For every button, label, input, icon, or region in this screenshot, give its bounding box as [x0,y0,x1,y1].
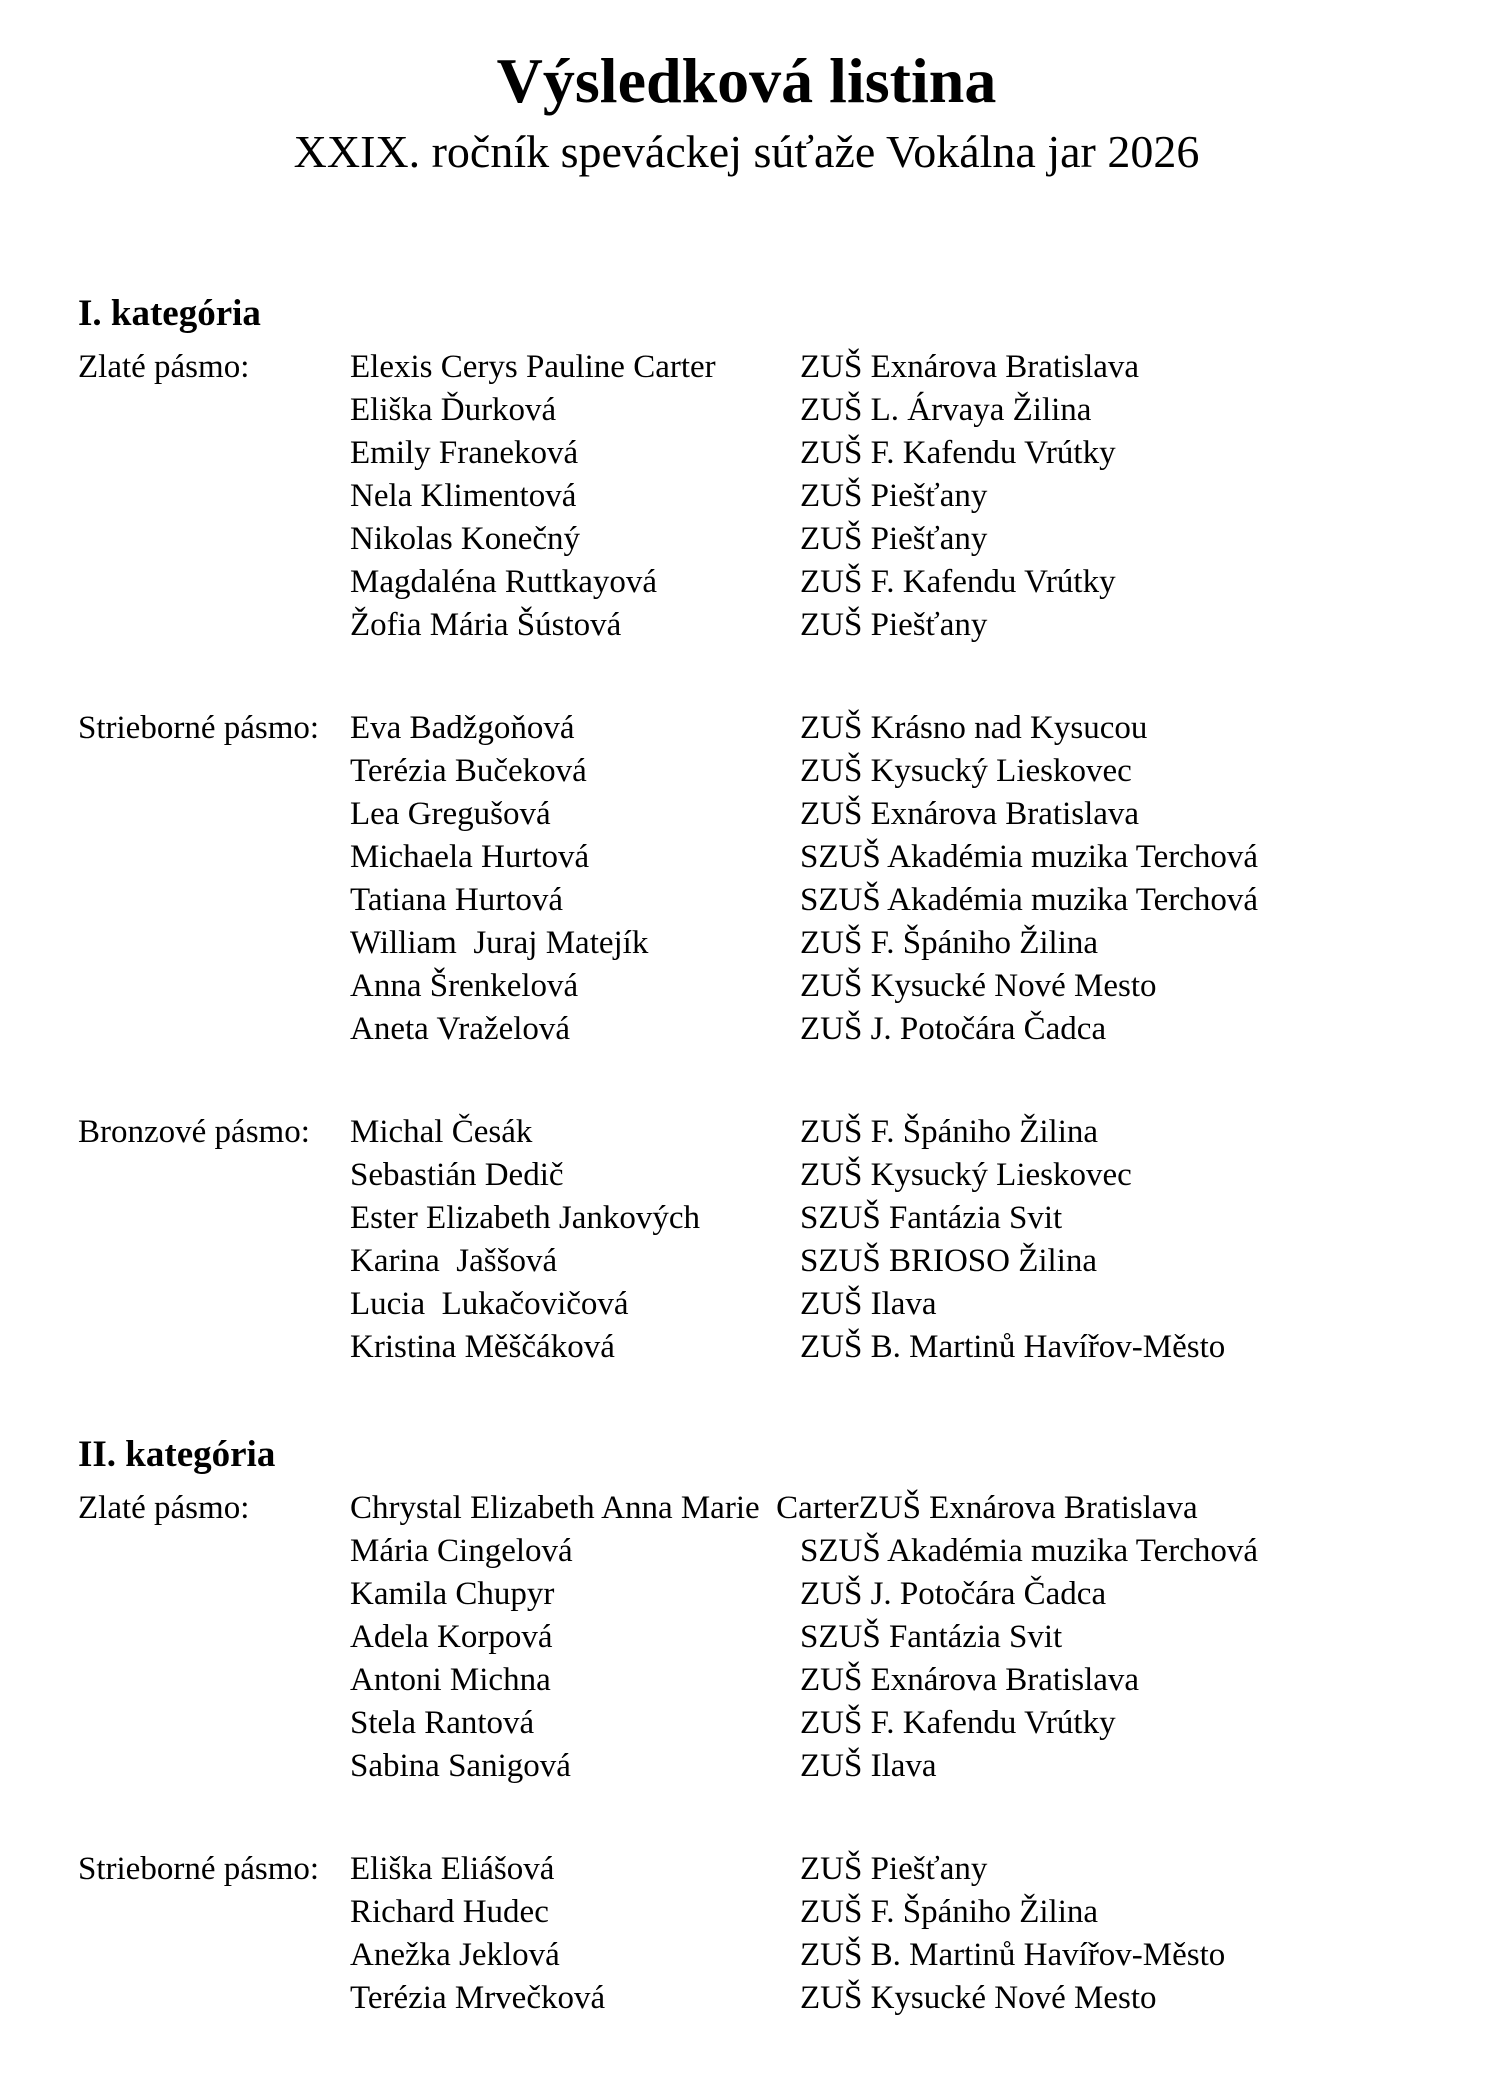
participant-name: Tatiana Hurtová [350,882,564,918]
school-name: ZUŠ F. Špániho Žilina [800,1894,1099,1930]
school-name: ZUŠ F. Špániho Žilina [800,1114,1099,1150]
participant-name: Eva Badžgoňová [350,710,575,746]
result-row [78,1326,1453,1369]
result-row [78,1008,1453,1051]
band-label: Strieborné pásmo: [78,710,320,746]
band-label: Zlaté pásmo: [78,1490,250,1526]
result-row [78,1848,1453,1891]
result-row [78,1745,1453,1788]
school-name: ZUŠ Exnárova Bratislava [800,796,1140,832]
participant-name: Sebastián Dedič [350,1157,564,1193]
result-row [78,1891,1453,1934]
band-groups [78,346,1453,1369]
participant-name: Anna Šrenkelová [350,968,579,1004]
result-row [78,836,1453,879]
result-row [78,1283,1453,1326]
result-row [78,1240,1453,1283]
school-name: ZUŠ F. Kafendu Vrútky [800,564,1116,600]
document-subtitle: XXIX. ročník speváckej súťaže Vokálna jar 2026 [293,126,1200,177]
participant-name: Elexis Cerys Pauline Carter [350,349,716,385]
participant-name: Terézia Bučeková [350,753,587,789]
participant-name: Anežka Jeklová [350,1937,560,1973]
result-row [78,561,1453,604]
school-name: ZUŠ F. Kafendu Vrútky [800,1705,1116,1741]
school-name: ZUŠ Exnárova Bratislava [800,349,1140,385]
school-name: ZUŠ J. Potočára Čadca [800,1011,1107,1047]
result-row [78,475,1453,518]
band-label: Strieborné pásmo: [78,1851,320,1887]
participant-name: Chrystal Elizabeth Anna Marie Carter [350,1490,859,1526]
school-name: ZUŠ F. Kafendu Vrútky [800,435,1116,471]
school-name: ZUŠ Exnárova Bratislava [858,1490,1198,1526]
school-name: ZUŠ F. Špániho Žilina [800,925,1099,961]
participant-name: Lucia Lukačovičová [350,1286,629,1322]
school-name: SZUŠ Akadémia muzika Terchová [800,1533,1259,1569]
school-name: ZUŠ J. Potočára Čadca [800,1576,1107,1612]
section-heading: II. kategória [78,1434,276,1475]
document-title: Výsledková listina [496,45,997,116]
result-row [78,879,1453,922]
category-section [78,290,1453,1369]
school-name: ZUŠ Krásno nad Kysucou [800,710,1148,746]
school-name: SZUŠ Akadémia muzika Terchová [800,882,1259,918]
participant-name: Sabina Sanigová [350,1748,571,1784]
school-name: ZUŠ Piešťany [800,478,988,514]
school-name: ZUŠ Exnárova Bratislava [800,1662,1140,1698]
participant-name: Antoni Michna [350,1662,551,1698]
participant-name: Michal Česák [350,1114,533,1150]
participant-name: Eliška Ďurková [350,392,557,428]
school-name: ZUŠ Kysucký Lieskovec [800,1157,1132,1193]
result-row [78,1197,1453,1240]
result-row [78,1573,1453,1616]
participant-name: Aneta Vraželová [350,1011,571,1047]
results-content [0,290,1493,2020]
result-row [78,750,1453,793]
school-name: ZUŠ B. Martinů Havířov-Město [800,1329,1226,1365]
school-name: ZUŠ L. Árvaya Žilina [800,392,1092,428]
participant-name: Stela Rantová [350,1705,535,1741]
participant-name: Emily Franeková [350,435,579,471]
result-row [78,389,1453,432]
result-row [78,1702,1453,1745]
school-name: ZUŠ Ilava [800,1286,937,1322]
result-row [78,1977,1453,2020]
result-row [78,922,1453,965]
result-row [78,518,1453,561]
document-header [0,0,1493,180]
participant-name: Michaela Hurtová [350,839,590,875]
school-name: ZUŠ Kysucké Nové Mesto [800,968,1157,1004]
school-name: SZUŠ Fantázia Svit [800,1200,1063,1236]
participant-name: Ester Elizabeth Jankových [350,1200,701,1236]
participant-name: Terézia Mrvečková [350,1980,606,2016]
participant-name: Lea Gregušová [350,796,551,832]
band-group [78,1111,1453,1369]
school-name: ZUŠ Ilava [800,1748,937,1784]
result-row [78,1111,1453,1154]
school-name: ZUŠ Kysucký Lieskovec [800,753,1132,789]
band-group [78,1848,1453,2020]
school-name: ZUŠ Kysucké Nové Mesto [800,1980,1157,2016]
section-heading: I. kategória [78,293,261,334]
band-group [78,707,1453,1051]
result-row [78,604,1453,647]
participant-name: Eliška Eliášová [350,1851,555,1887]
result-row [78,1616,1453,1659]
participant-name: Adela Korpová [350,1619,553,1655]
band-label: Zlaté pásmo: [78,349,250,385]
participant-name: Nikolas Konečný [350,521,581,557]
school-name: SZUŠ Fantázia Svit [800,1619,1063,1655]
participant-name: Magdaléna Ruttkayová [350,564,657,600]
result-row [78,1530,1453,1573]
participant-name: William Juraj Matejík [350,925,649,961]
school-name: ZUŠ Piešťany [800,521,988,557]
participant-name: Richard Hudec [350,1894,549,1930]
band-groups [78,1487,1453,2020]
band-label: Bronzové pásmo: [78,1114,310,1150]
participant-name: Karina Jaššová [350,1243,558,1279]
participant-name: Nela Klimentová [350,478,577,514]
result-row [78,1659,1453,1702]
result-row [78,793,1453,836]
school-name: SZUŠ BRIOSO Žilina [800,1243,1098,1279]
participant-name: Kristina Měščáková [350,1329,615,1365]
school-name: ZUŠ B. Martinů Havířov-Město [800,1937,1226,1973]
band-group [78,346,1453,647]
result-row [78,1487,1453,1530]
participant-name: Žofia Mária Šústová [350,607,622,643]
result-row [78,432,1453,475]
result-row [78,1154,1453,1197]
school-name: SZUŠ Akadémia muzika Terchová [800,839,1259,875]
participant-name: Mária Cingelová [350,1533,573,1569]
category-section [78,1431,1453,2020]
result-row [78,707,1453,750]
band-group [78,1487,1453,1788]
school-name: ZUŠ Piešťany [800,607,988,643]
participant-name: Kamila Chupyr [350,1576,555,1612]
result-row [78,346,1453,389]
school-name: ZUŠ Piešťany [800,1851,988,1887]
result-row [78,965,1453,1008]
result-row [78,1934,1453,1977]
